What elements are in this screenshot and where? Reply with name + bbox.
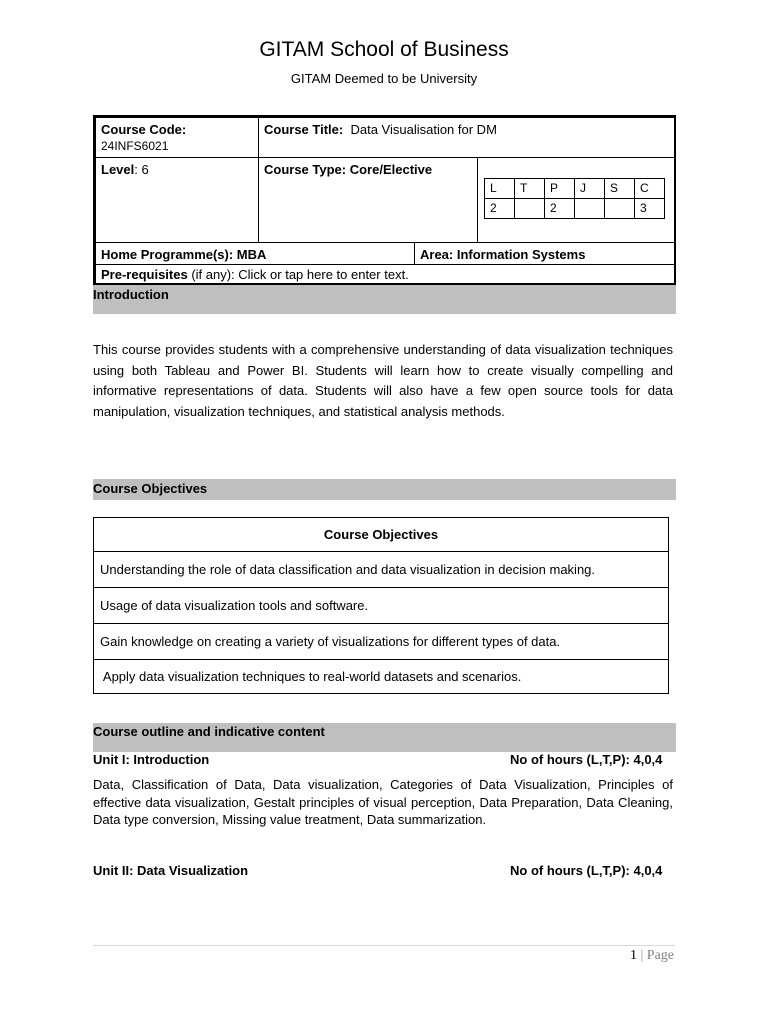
course-title-label: Course Title:: [264, 122, 344, 137]
course-code-label: Course Code:: [101, 122, 187, 137]
footer-separator: |: [636, 948, 647, 963]
ltpjsc-value: 2: [545, 199, 575, 219]
objective-item: Apply data visualization techniques to real-world datasets and scenarios.: [100, 669, 522, 684]
outline-heading: Course outline and indicative content: [93, 723, 676, 752]
unit-hours: No of hours (L,T,P): 4,0,4: [510, 752, 663, 767]
unit-2-header: [93, 863, 669, 878]
ltpjsc-value: [605, 199, 635, 219]
unit-hours: No of hours (L,T,P): 4,0,4: [510, 863, 663, 878]
course-info-table: [93, 115, 676, 285]
unit-title: Unit II: Data Visualization: [93, 863, 249, 878]
objective-item: Gain knowledge on creating a variety of visualizations for different types of data.: [94, 624, 668, 660]
prereq-value[interactable]: (if any): Click or tap here to enter text.: [187, 267, 409, 282]
ltpjsc-header: L: [485, 179, 515, 199]
page-footer: [630, 948, 674, 964]
footer-divider: [93, 945, 675, 946]
unit-1-content: Data, Classification of Data, Data visualization, Categories of Data Visualization, Principles of effective data visualization, Gestalt principles of visual perception, Data Preparation, Data Cleaning, Data type conversion, Missing value treatment, Data summarization.: [93, 777, 673, 827]
ltpjsc-header: P: [545, 179, 575, 199]
introduction-text: This course provides students with a comprehensive understanding of data visualization techniques using both Tableau and Power BI. Students will learn how to create visually compelling and informative representations of data. Students will also have a few open source tools for data manipulation, visualization techniques, and statistical analysis methods.: [93, 342, 673, 419]
course-type-cell: [258, 157, 478, 243]
ltpjsc-header-row: [485, 179, 665, 199]
ltpjsc-header: T: [515, 179, 545, 199]
objectives-heading: Course Objectives: [93, 479, 676, 500]
ltpjsc-value: 3: [635, 199, 665, 219]
document-title: GITAM School of Business: [259, 38, 509, 61]
level-cell: [95, 157, 259, 243]
home-programme-label: Home Programme(s): MBA: [101, 247, 267, 262]
ltpjsc-value: 2: [485, 199, 515, 219]
prereq-label: Pre-requisites: [101, 267, 188, 282]
objectives-table-header: Course Objectives: [94, 518, 668, 552]
ltpjsc-header: J: [575, 179, 605, 199]
area-label: Area: Information Systems: [420, 247, 586, 262]
course-code-value: 24INFS6021: [101, 139, 169, 153]
level-value: : 6: [134, 162, 149, 177]
course-title-value: Data Visualisation for DM: [350, 122, 497, 137]
ltpjsc-table: [484, 178, 665, 219]
course-title-cell: [258, 117, 676, 158]
objective-item: Understanding the role of data classification and data visualization in decision making.: [94, 552, 668, 588]
introduction-heading: Introduction: [93, 285, 676, 314]
ltpjsc-value: [575, 199, 605, 219]
page-number: 1: [629, 948, 637, 963]
home-programme-cell: [95, 242, 415, 265]
level-label: Level: [101, 162, 135, 177]
unit-1-header: [93, 752, 669, 767]
ltpjsc-value: [515, 199, 545, 219]
objective-item: Usage of data visualization tools and software.: [94, 588, 668, 624]
area-cell: [414, 242, 676, 265]
ltpjsc-header: S: [605, 179, 635, 199]
course-type-label: Course Type: Core/Elective: [264, 162, 433, 177]
ltpjsc-value-row: [485, 199, 665, 219]
prereq-cell: [95, 264, 676, 285]
unit-title: Unit I: Introduction: [93, 752, 210, 767]
course-code-cell: [95, 117, 259, 158]
ltpjsc-cell: [477, 157, 676, 243]
page-label: Page: [646, 948, 674, 963]
document-subtitle: GITAM Deemed to be University: [290, 71, 478, 86]
objectives-table: [93, 517, 669, 694]
ltpjsc-header: C: [635, 179, 665, 199]
